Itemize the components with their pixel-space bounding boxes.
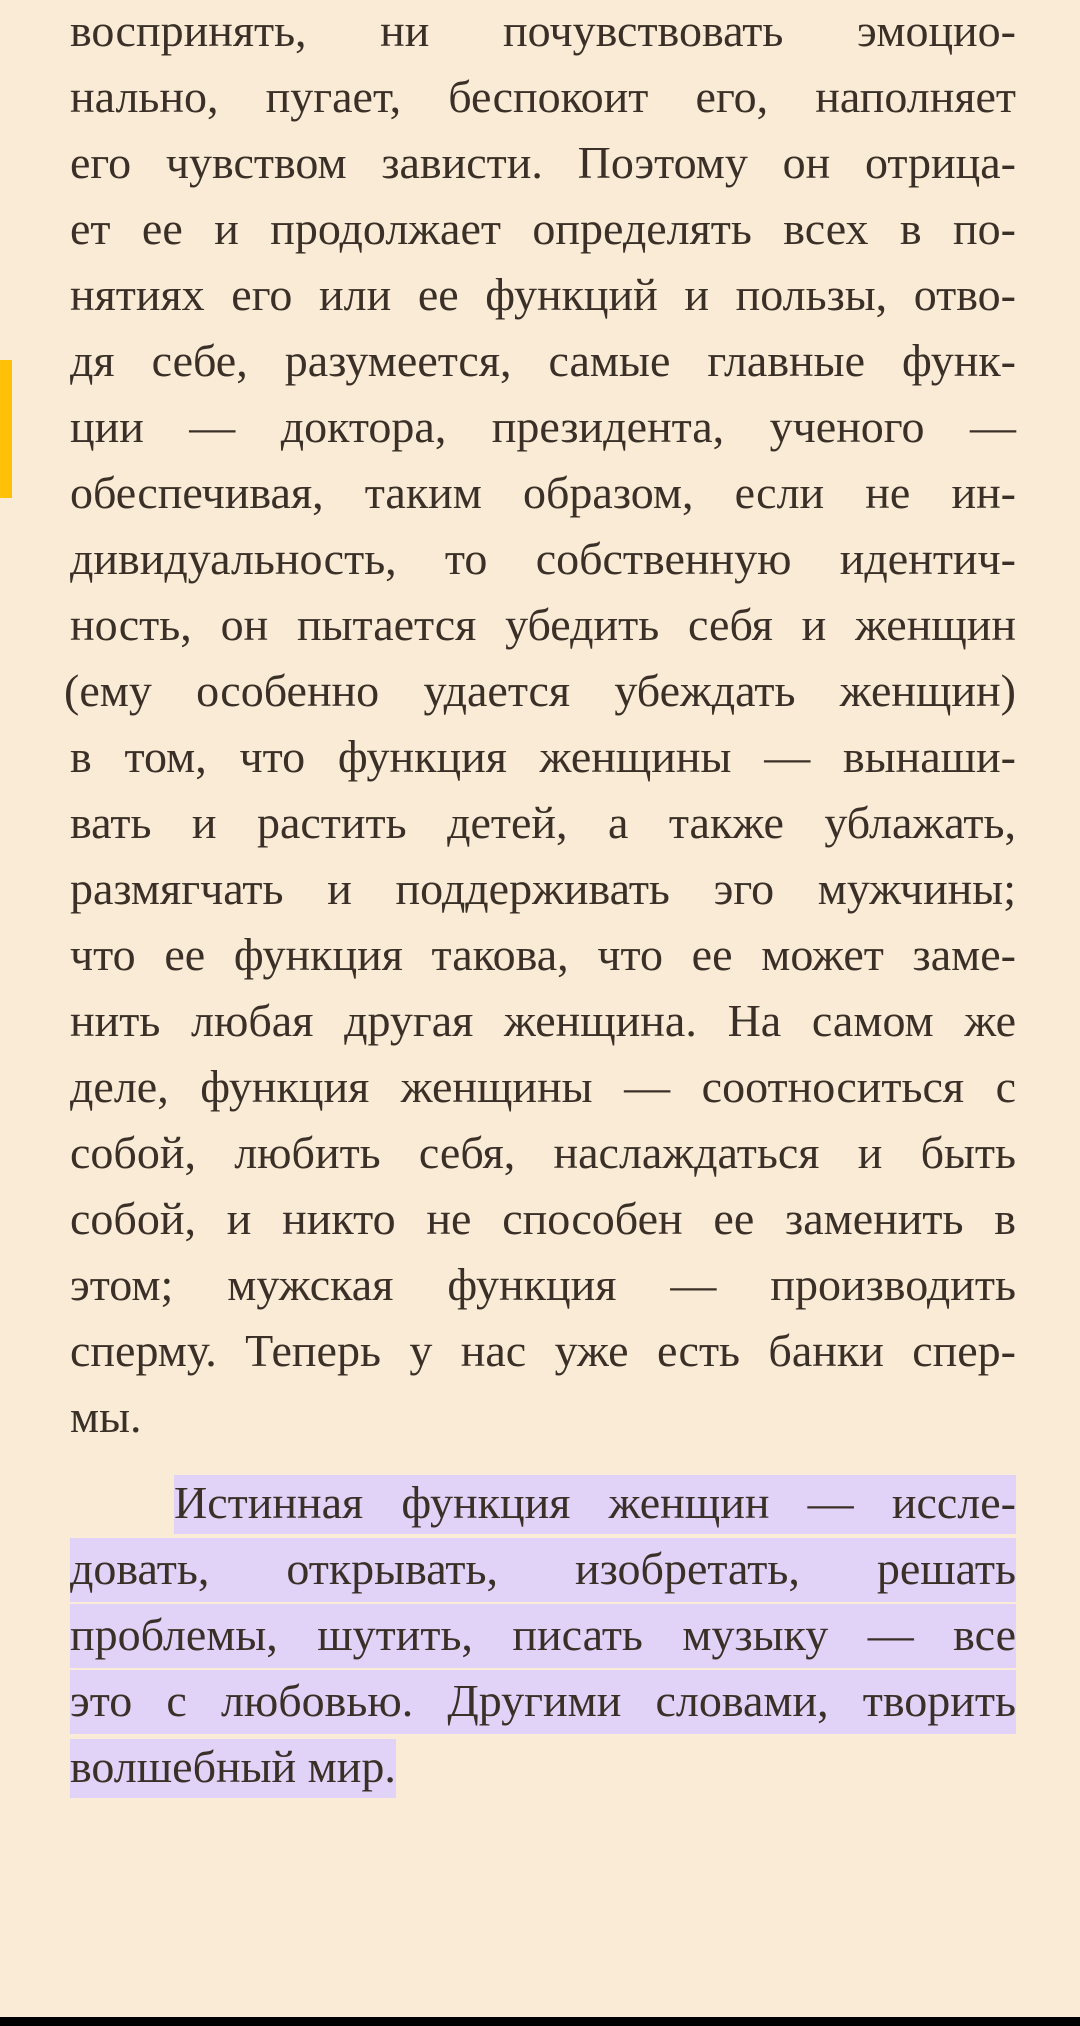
text-line: (ему особенно удается убеждать женщин): [64, 665, 1016, 716]
text-line: собой, и никто не способен ее заменить в: [70, 1193, 1016, 1244]
text-line: сперму. Теперь у нас уже есть банки спер-: [70, 1325, 1016, 1376]
text-line: обеспечивая, таким образом, если не ин-: [70, 467, 1016, 518]
text-line: нить любая другая женщина. На самом же: [70, 995, 1016, 1046]
text-line: мы.: [70, 1391, 142, 1442]
text-line: ции — доктора, президента, ученого —: [70, 401, 1016, 452]
bottom-edge-bar: [0, 2017, 1080, 2026]
bookmark-marker[interactable]: [0, 360, 12, 498]
highlighted-line[interactable]: это с любовью. Другими словами, творить: [70, 1664, 1016, 1738]
highlighted-line[interactable]: [70, 1466, 1016, 1540]
highlighted-line[interactable]: довать, открывать, изобретать, решать: [70, 1532, 1016, 1606]
highlighted-line[interactable]: проблемы, шутить, писать музыку — все: [70, 1598, 1016, 1672]
page-text: [64, 0, 1016, 1804]
text-line: этом; мужская функция — производить: [70, 1259, 1016, 1310]
text-line: в том, что функция женщины — вынаши-: [70, 731, 1016, 782]
highlight-span[interactable]: Истинная функция женщин — иссле-: [174, 1475, 1016, 1534]
text-line: нально, пугает, беспокоит его, наполняет: [70, 71, 1016, 122]
highlight-span[interactable]: волшебный мир.: [70, 1739, 396, 1798]
highlighted-line[interactable]: [70, 1730, 1016, 1804]
text-line: дивидуальность, то собственную идентич-: [70, 533, 1016, 584]
text-line: дя себе, разумеется, самые главные функ-: [70, 335, 1016, 386]
text-line: деле, функция женщины — соотноситься с: [70, 1061, 1016, 1112]
text-line: что ее функция такова, что ее может заме-: [70, 929, 1016, 980]
text-line: нятиях его или ее функций и пользы, отво-: [70, 269, 1016, 320]
text-line: воспринять, ни почувствовать эмоцио-: [70, 5, 1016, 56]
text-line: ность, он пытается убедить себя и женщин: [70, 599, 1016, 650]
text-line: собой, любить себя, наслаждаться и быть: [70, 1127, 1016, 1178]
text-line: размягчать и поддерживать эго мужчины;: [70, 863, 1016, 914]
text-line: его чувством зависти. Поэтому он отрица-: [70, 137, 1016, 188]
text-line: ет ее и продолжает определять всех в по-: [70, 203, 1016, 254]
text-line: вать и растить детей, а также ублажать,: [70, 797, 1016, 848]
